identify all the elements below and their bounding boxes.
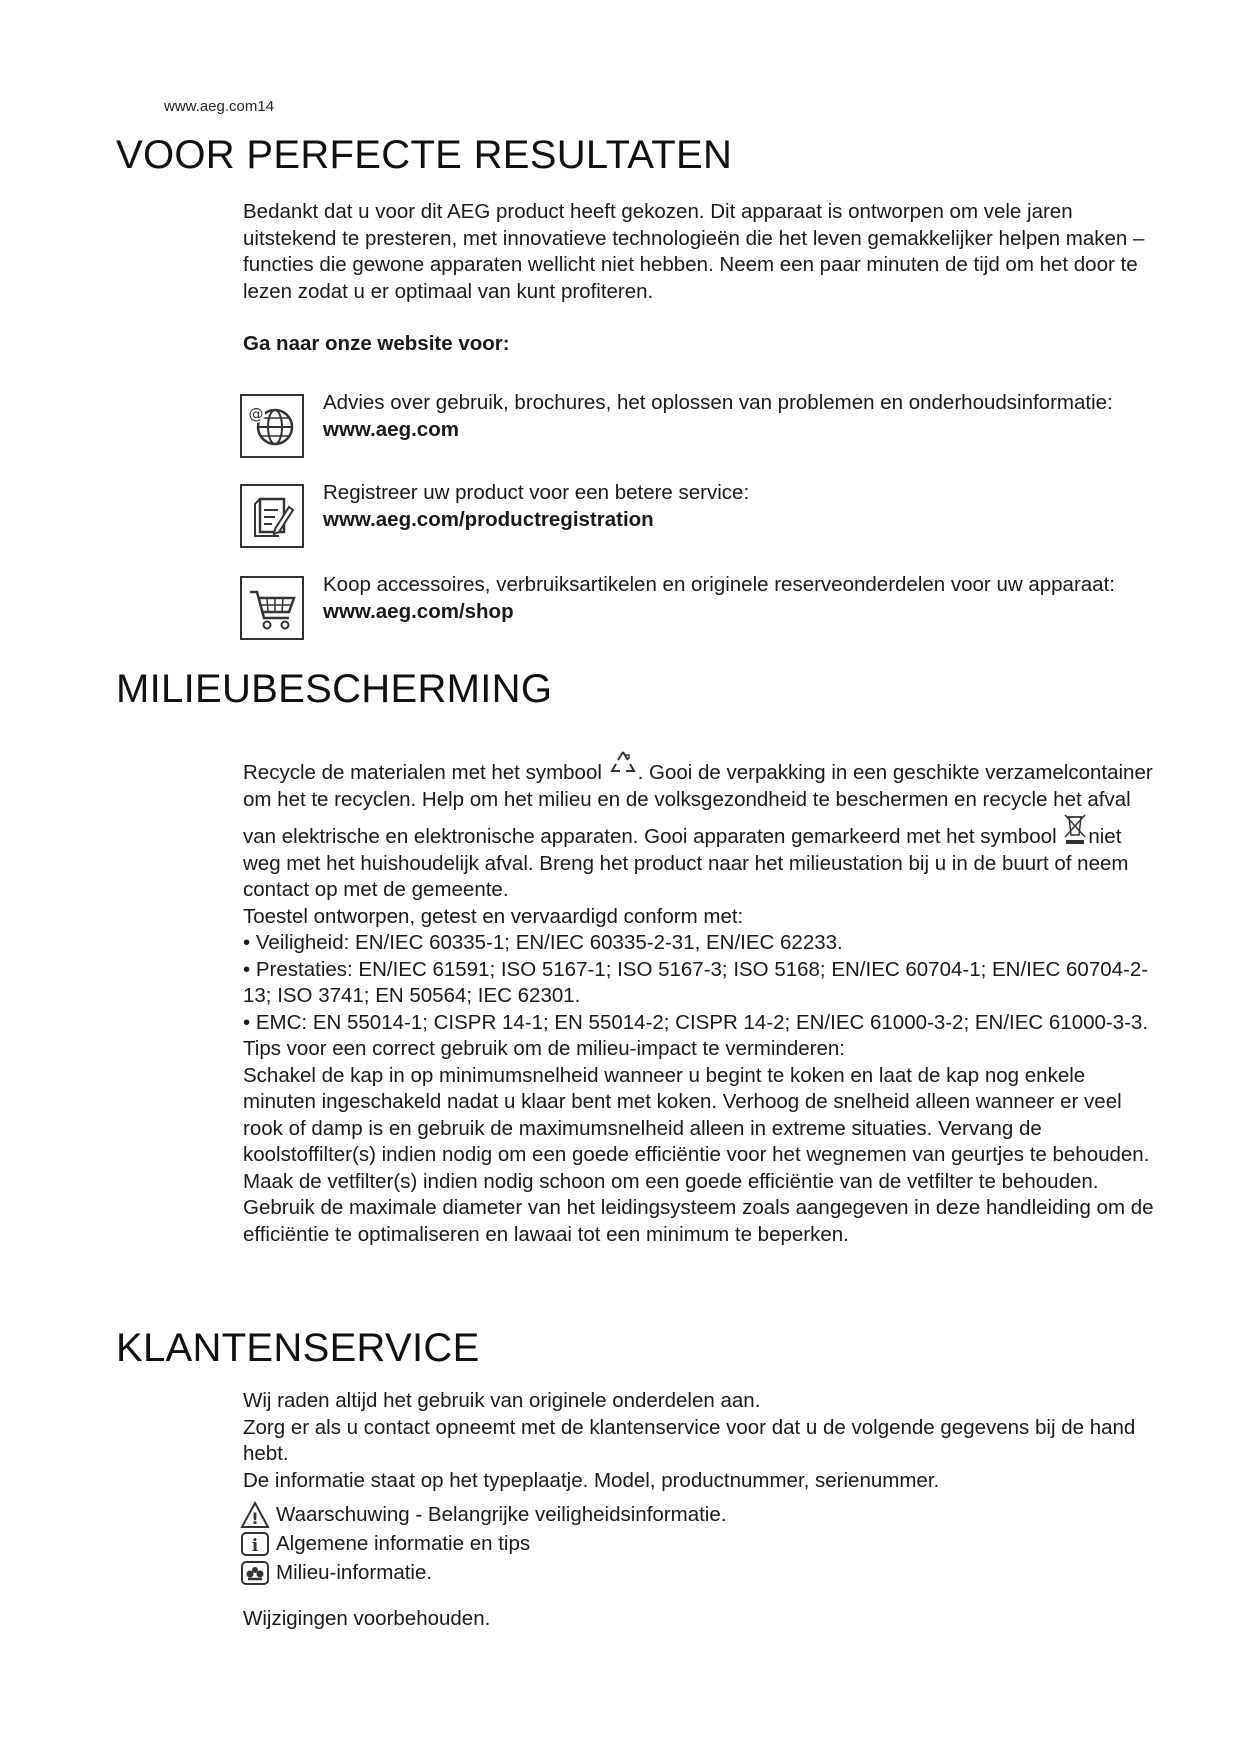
weee-bin-icon bbox=[1062, 813, 1088, 845]
legend-item-environment bbox=[240, 1558, 1040, 1587]
environment-icon bbox=[240, 1560, 270, 1586]
recycle-icon bbox=[608, 749, 638, 777]
symbol-legend bbox=[240, 1500, 1040, 1587]
globe-icon bbox=[240, 394, 304, 458]
svg-text:i: i bbox=[251, 1535, 259, 1556]
warning-icon bbox=[240, 1501, 270, 1529]
legend-item-info bbox=[240, 1529, 1040, 1558]
legend-text: Algemene informatie en tips bbox=[276, 1532, 531, 1555]
legend-text: Waarschuwing - Belangrijke veiligheidsinformatie. bbox=[276, 1503, 727, 1526]
environment-body bbox=[243, 749, 1158, 1248]
link-text-registration bbox=[323, 480, 1143, 533]
tips-paragraph: Schakel de kap in op minimumsnelheid wanneer u begint te koken en laat de kap nog enkele minuten ingeschakeld nadat u klaar bent met koken. Verhoog de snelheid alleen wanneer er veel rook of damp is en gebruik de maximumsnelheid alleen in extreme situaties. Vervang de koolstoffilter(s) indien nodig om een goede efficiëntie voor het wegnemen van geurtjes te behouden. Maak de vetfilter(s) indien nodig schoon om een goede efficiëntie van de vetfilter te behouden. Gebruik de maximale diameter van het leidingsysteem zoals aangegeven in deze handleiding om de efficiëntie te optimaliseren en lawaai tot een minimum te beperken. bbox=[243, 1063, 1154, 1246]
recycle-paragraph bbox=[243, 749, 1158, 904]
section-title-customer-service: KLANTENSERVICE bbox=[116, 1326, 480, 1370]
legend-text: Milieu-informatie. bbox=[276, 1561, 433, 1584]
section-title-environment: MILIEUBESCHERMING bbox=[116, 667, 553, 711]
header-url: www.aeg.com14 bbox=[164, 98, 275, 115]
standard-safety: • Veiligheid: EN/IEC 60335-1; EN/IEC 60335-2-31, EN/IEC 62233. bbox=[243, 931, 843, 954]
link-text-advice bbox=[323, 390, 1143, 443]
link-item-shop bbox=[240, 573, 1160, 648]
service-line: De informatie staat op het typeplaatje. Model, productnummer, serienummer. bbox=[243, 1468, 940, 1492]
weee-text-after: niet weg met het huishoudelijk afval. Breng het product naar het milieustation bij u in de buurt of neem contact op met de gemeente. bbox=[243, 825, 1129, 901]
recycle-text-after: . Gooi de verpakking in een geschikte verzamelcontainer om het te recyclen. Help om het milieu en de volksgezondheid te beschermen en recycle het afval van elektrische en elektronische apparaten. Gooi apparaten gemarkeerd met het symbool bbox=[243, 761, 1153, 848]
link-url-shop[interactable]: www.aeg.com/shop bbox=[323, 599, 514, 623]
link-url-registration[interactable]: www.aeg.com/productregistration bbox=[323, 507, 654, 531]
link-description: Registreer uw product voor een betere service: bbox=[323, 481, 750, 504]
registration-icon bbox=[240, 484, 304, 548]
link-url-aeg[interactable]: www.aeg.com bbox=[323, 417, 459, 441]
recycle-text-before: Recycle de materialen met het symbool bbox=[243, 761, 602, 784]
link-item-advice bbox=[240, 391, 1160, 466]
service-line: Wij raden altijd het gebruik van originele onderdelen aan. bbox=[243, 1389, 761, 1412]
link-text-shop bbox=[323, 572, 1143, 625]
svg-text:@: @ bbox=[248, 405, 264, 423]
legend-item-warning bbox=[240, 1500, 1040, 1529]
info-icon bbox=[240, 1531, 270, 1557]
shopping-cart-icon bbox=[240, 576, 304, 640]
standards-intro: Toestel ontworpen, getest en vervaardigd conform met: bbox=[243, 904, 744, 928]
standard-emc: • EMC: EN 55014-1; CISPR 14-1; EN 55014-2; CISPR 14-2; EN/IEC 61000-3-2; EN/IEC 61000-3-3. bbox=[243, 1010, 1149, 1034]
section-title-results: VOOR PERFECTE RESULTATEN bbox=[116, 133, 733, 177]
link-description: Koop accessoires, verbruiksartikelen en originele reserveonderdelen voor uw apparaat: bbox=[323, 573, 1115, 596]
website-heading: Ga naar onze website voor: bbox=[243, 332, 510, 355]
link-item-registration bbox=[240, 481, 1160, 556]
customer-service-body bbox=[243, 1388, 1158, 1494]
intro-text: Bedankt dat u voor dit AEG product heeft gekozen. Dit apparaat is ontworpen om vele jaren uitstekend te presteren, met innovatieve technologieën die het leven gemakkelijker helpen maken – functies die gewone apparaten wellicht niet hebben. Neem een paar minuten de tijd om het door te lezen zodat u er optimaal van kunt profiteren. bbox=[243, 200, 1145, 303]
standard-performance: • Prestaties: EN/IEC 61591; ISO 5167-1; ISO 5167-3; ISO 5168; EN/IEC 60704-1; EN/IEC 60704-2-13; ISO 3741; EN 50564; IEC 62301. bbox=[243, 957, 1149, 1007]
footer-note: Wijzigingen voorbehouden. bbox=[243, 1607, 491, 1630]
intro-paragraph bbox=[243, 199, 1158, 305]
tips-heading: Tips voor een correct gebruik om de milieu-impact te verminderen: bbox=[243, 1037, 845, 1060]
service-line: Zorg er als u contact opneemt met de klantenservice voor dat u de volgende gegevens bij de hand hebt. bbox=[243, 1415, 1136, 1465]
svg-text:!: ! bbox=[251, 1508, 259, 1528]
link-description: Advies over gebruik, brochures, het oplossen van problemen en onderhoudsinformatie: bbox=[323, 391, 1113, 414]
